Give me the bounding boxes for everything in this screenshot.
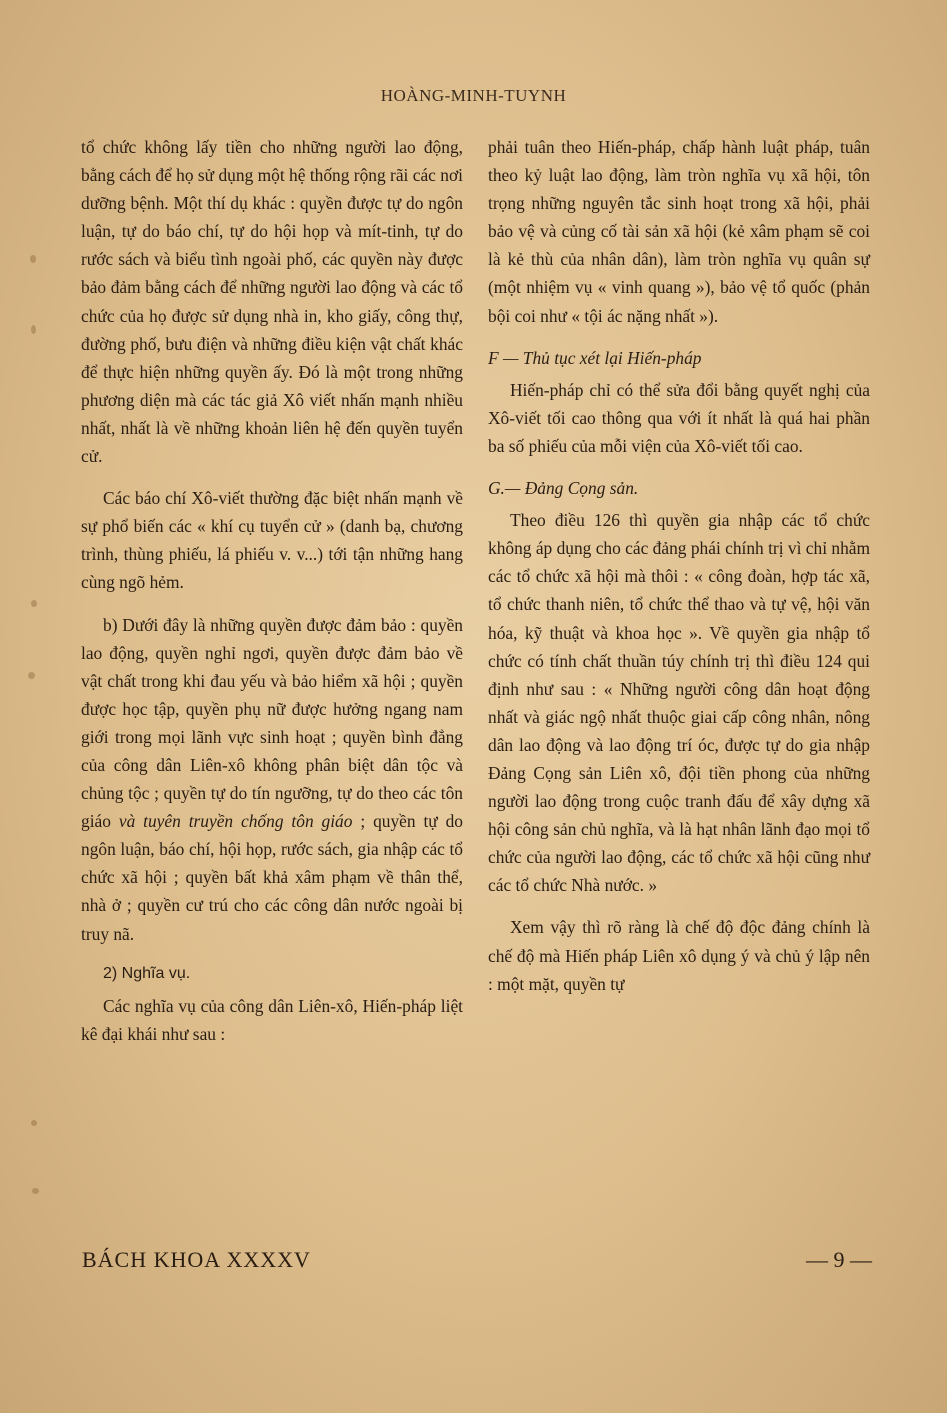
paper-stain <box>32 1188 39 1194</box>
right-column <box>488 133 870 998</box>
paragraph: Theo điều 126 thì quyền gia nhập các tổ chức không áp dụng cho các đảng phái chính trị vì chỉ nhằm các tổ chức xã hội mà thôi : « công đoàn, hợp tác xã, tổ chức thanh niên, tổ chức thể thao và tự vệ, hội văn hóa, kỹ thuật và khoa học ». Về quyền gia nhập tổ chức có tính chất thuần túy chính trị thì điều 124 qui định như sau : « Những người công dân hoạt động nhất và giác ngộ nhất thuộc giai cấp công nhân, nông dân lao động và lao động trí óc, được tự do gia nhập Đảng Cọng sản Liên xô, đội tiền phong của những người lao động trong cuộc tranh đấu để xây dựng xã hội công sản chủ nghĩa, và là hạt nhân lãnh đạo mọi tổ chức của người lao động, các tổ chức xã hội cũng như các tổ chức Nhà nước. » <box>488 510 871 896</box>
left-column <box>81 133 463 1048</box>
paragraph: Các báo chí Xô-viết thường đặc biệt nhấn mạnh về sự phổ biến các « khí cụ tuyển cử » (danh bạ, chương trình, thùng phiếu, lá phiếu v. v...) tới tận những hang cùng ngõ hẻm. <box>81 488 463 593</box>
paragraph: tổ chức không lấy tiền cho những người lao động, bằng cách để họ sử dụng một hệ thống rộng rãi các nơi dưỡng bệnh. Một thí dụ khác : quyền được tự do ngôn luận, tự do báo chí, tự do hội họp và mít-tinh, tự do rước sách và biểu tình ngoài phố, các quyền này được bảo đảm bằng cách để những người lao động và các tổ chức của họ được sử dụng nhà in, kho giấy, công thự, đường phố, bưu điện và những điều kiện vật chất khác để thực hiện những quyền ấy. Đó là một trong những phương diện mà các tác giả Xô viết nhấn mạnh nhiều nhất, nhất là về những khoản liên hệ đến quyền tuyển cử. <box>81 137 463 467</box>
paragraph: Hiến-pháp chỉ có thể sửa đổi bằng quyết nghị của Xô-viết tối cao thông qua với ít nhất là quá hai phần ba số phiếu của mỗi viện của Xô-viết tối cao. <box>488 379 870 456</box>
paper-stain <box>31 1120 37 1126</box>
italic-text-run: và tuyên truyền chống tôn giáo <box>118 811 353 832</box>
paragraph: phải tuân theo Hiến-pháp, chấp hành luật pháp, tuân theo kỷ luật lao động, làm tròn nghĩa vụ xã hội, tôn trọng những nguyên tắc sinh hoạt trong xã hội, phải bảo vệ và củng cố tài sản xã hội (kẻ xâm phạm sẽ coi là kẻ thù của nhân dân), làm tròn nghĩa vụ quân sự (một nhiệm vụ « vinh quang »), bảo vệ tổ quốc (phản bội coi như « tội ác nặng nhất »). <box>488 137 870 326</box>
text-run: ; quyền tự do ngôn luận, báo chí, hội họp, rước sách, gia nhập các tổ chức xã hội ; quyền bất khả xâm phạm về thân thể, nhà ở ; quyền cư trú cho các công dân nước ngoài bị truy nã. <box>81 811 463 944</box>
paper-stain <box>31 325 36 334</box>
paper-stain <box>31 600 37 607</box>
running-head: HOÀNG-MINH-TUYNH <box>380 86 567 105</box>
paragraph: Các nghĩa vụ của công dân Liên-xô, Hiến-pháp liệt kê đại khái như sau : <box>81 995 463 1044</box>
text-run: b) Dưới đây là những quyền được đảm bảo : quyền lao động, quyền nghỉ ngơi, quyền được đảm bảo về vật chất trong khi đau yếu và bảo hiểm xã hội ; quyền được học tập, quyền phụ nữ được hưởng ngang nam giới trong mọi lãnh vực sinh hoạt ; quyền bình đẳng của công dân Liên-xô không phân biệt dân tộc và chủng tộc ; quyền tự do tín ngưỡng, tự do theo các tôn giáo <box>81 614 463 832</box>
section-heading: F — Thủ tục xét lại Hiến-pháp <box>488 347 702 368</box>
page-number: — 9 — <box>806 1247 872 1272</box>
magazine-title: BÁCH KHOA XXXXV <box>82 1247 311 1272</box>
subheading: 2) Nghĩa vụ. <box>103 964 191 982</box>
paragraph <box>81 611 463 948</box>
paper-stain <box>30 255 36 263</box>
paper-stain <box>28 672 35 679</box>
paragraph: Xem vậy thì rõ ràng là chế độ độc đảng chính là chế độ mà Hiến pháp Liên xô dụng ý và chủ ý lập nên : một mặt, quyền tự <box>488 917 870 994</box>
section-heading: G.— Đảng Cọng sản. <box>488 478 639 499</box>
